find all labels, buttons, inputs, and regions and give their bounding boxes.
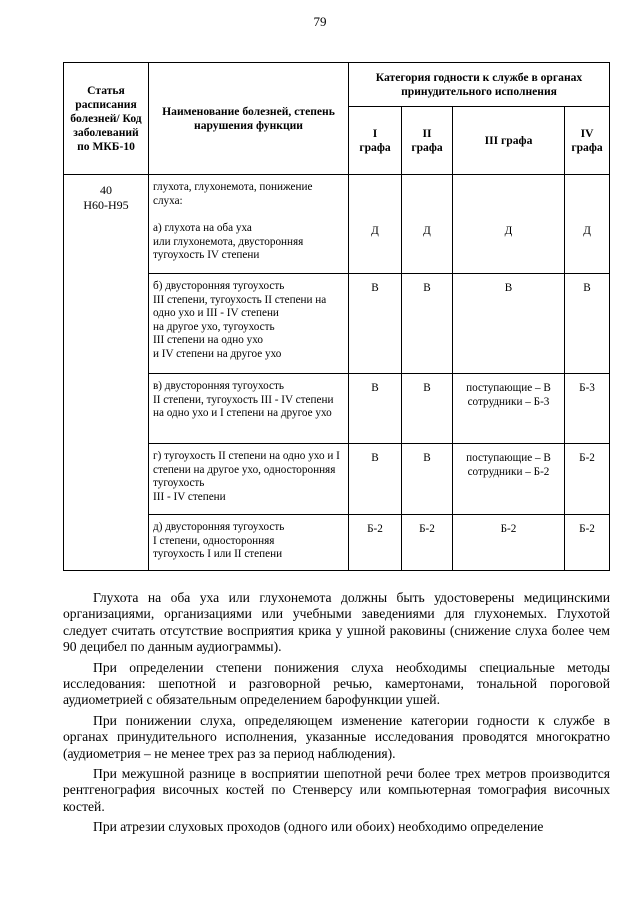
body-text [63,590,610,836]
paragraph-deafness-certification: Глухота на оба уха или глухонемота должны быть удостоверены медицинскими организациями, организациями или учебными заведениями для глухонемых. Глухотой следует считать отсутствие восприятия крика у ушной раковины (снижение слуха более чем 90 децибел по данным аудиограммы). [63,590,610,655]
header-col-1: I графа [349,107,402,175]
header-article-code: Статья расписания болезней/ Код заболеваний по МКБ-10 [64,63,149,175]
page-number: 79 [313,14,327,29]
row-b-name: б) двусторонняя тугоухость III степени, тугоухость II степени на одно ухо и III - IV степени на другое ухо, тугоухость III степени на одно ухо и IV степени на другое ухо [149,274,349,374]
row-d-col-2: В [402,444,453,515]
row-a-name-cell [149,175,349,274]
row-b-col-4: В [565,274,610,374]
row-c-col-1: В [349,374,402,444]
header-col-4: IV графа [565,107,610,175]
header-disease-name: Наименование болезней, степень нарушения функции [149,63,349,175]
row-b-col-2: В [402,274,453,374]
row-a-col-4 [565,175,610,274]
fitness-table-container [63,62,609,571]
row-a-name: а) глухота на оба уха или глухонемота, двусторонняя тугоухость IV степени [153,222,304,262]
row-c-col-2: В [402,374,453,444]
row-e-name: д) двусторонняя тугоухость I степени, односторонняя тугоухость I или II степени [149,515,349,571]
paragraph-hearing-methods: При определении степени понижения слуха необходимы специальные методы исследования: шепотной и разговорной речью, камертонами, тональной пороговой аудиометрией с обязательным определением барофункции ушей. [63,659,610,708]
row-b-col-1: В [349,274,402,374]
row-a-col-1-value: Д [371,225,379,237]
header-col-2: II графа [402,107,453,175]
paragraph-radiography: При межушной разнице в восприятии шепотной речи более трех метров производится рентгенография височных костей по Стенверсу или компьютерная томография височных костей. [63,766,610,814]
row-a-col-2 [402,175,453,274]
condition-intro: глухота, глухонемота, понижение слуха: [153,181,313,207]
row-c-name: в) двусторонняя тугоухость II степени, тугоухость III - IV степени на одно ухо и I степени на другое ухо [149,374,349,444]
row-e-col-4: Б-2 [565,515,610,571]
row-e-col-1: Б-2 [349,515,402,571]
row-a-col-3 [453,175,565,274]
row-e-col-3: Б-2 [453,515,565,571]
row-e-col-2: Б-2 [402,515,453,571]
header-col-3: III графа [453,107,565,175]
row-a-col-4-value: Д [583,225,591,237]
row-c-col-4: Б-3 [565,374,610,444]
article-code: 40 H60-H95 [64,175,149,571]
row-a-col-3-value: Д [504,225,513,237]
row-a-col-2-value: Д [423,225,431,237]
row-d-col-4: Б-2 [565,444,610,515]
table-row [64,175,610,274]
row-d-col-1: В [349,444,402,515]
paragraph-repeated-studies: При понижении слуха, определяющем изменение категории годности к службе в органах принудительного исполнения, указанные исследования проводятся многократно (аудиометрия – не менее трех раз за период наблюдения). [63,712,610,761]
row-d-name: г) тугоухость II степени на одно ухо и I степени на другое ухо, односторонняя тугоухость III - IV степени [149,444,349,515]
row-a-col-1 [349,175,402,274]
paragraph-atresia: При атрезии слуховых проходов (одного или обоих) необходимо определение [93,819,544,835]
row-d-col-3: поступающие – В сотрудники – Б-2 [453,444,565,515]
row-b-col-3: В [453,274,565,374]
header-fitness-category: Категория годности к службе в органах принудительного исполнения [349,63,610,107]
fitness-category-table [63,62,610,571]
row-c-col-3: поступающие – В сотрудники – Б-3 [453,374,565,444]
